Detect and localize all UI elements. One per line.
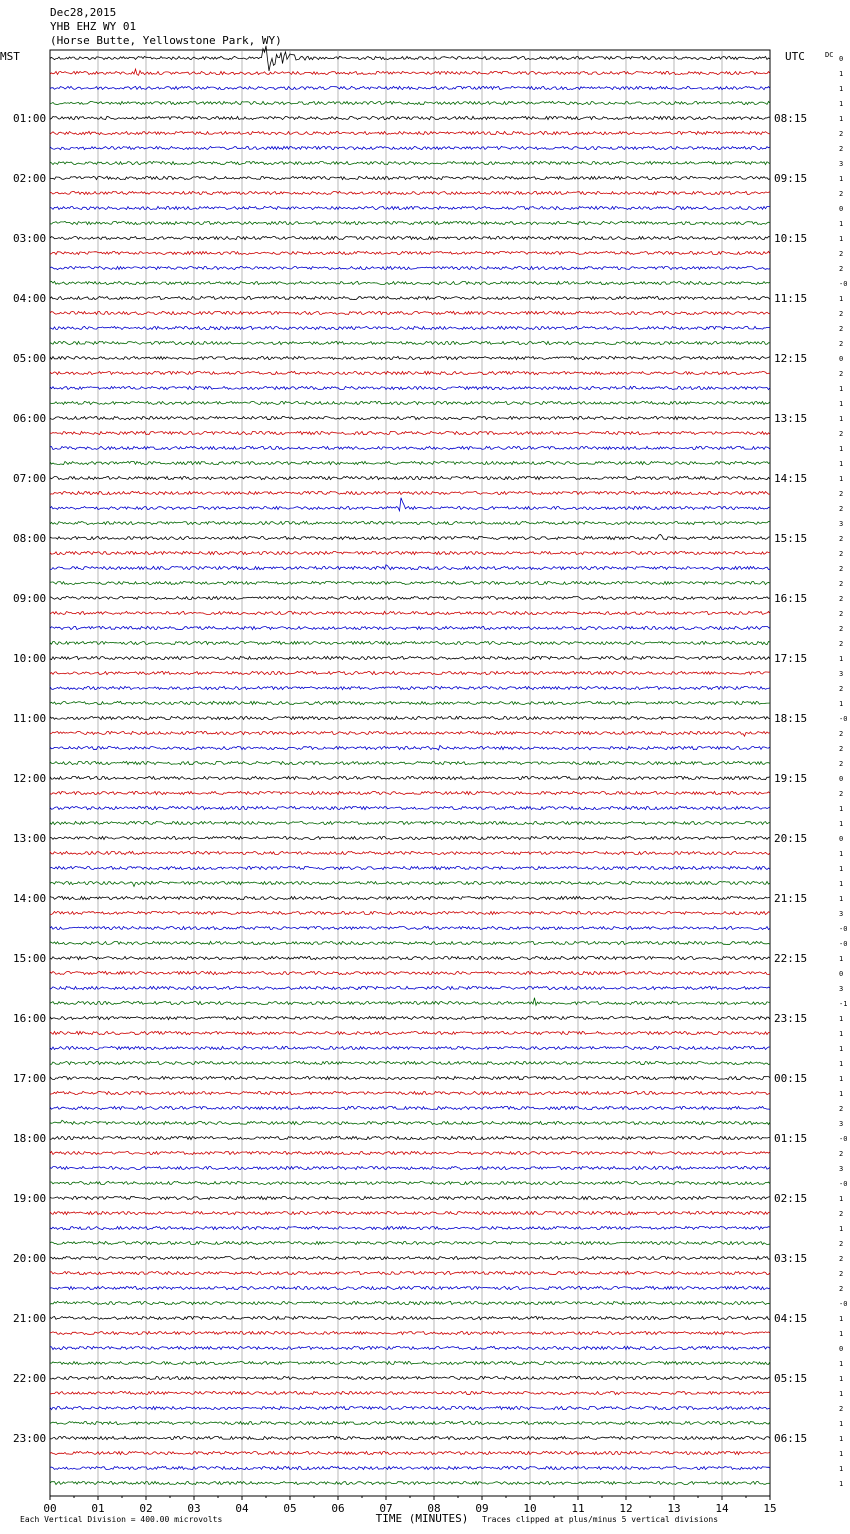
left-hour-label: 15:00 bbox=[13, 952, 47, 965]
trace-71 bbox=[50, 1120, 770, 1124]
right-hour-label: 15:15 bbox=[774, 532, 808, 545]
right-hour-label: 14:15 bbox=[774, 472, 808, 485]
trace-85 bbox=[50, 1331, 770, 1334]
trace-15 bbox=[50, 281, 770, 284]
trace-22 bbox=[50, 386, 770, 389]
dc-offset-value: 1 bbox=[839, 1030, 844, 1038]
dc-offset-value: 1 bbox=[839, 115, 844, 123]
trace-49 bbox=[50, 791, 770, 794]
trace-82 bbox=[50, 1286, 770, 1289]
trace-31 bbox=[50, 521, 770, 524]
dc-offset-value: 2 bbox=[839, 250, 844, 258]
left-hour-label: 11:00 bbox=[13, 712, 47, 725]
trace-25 bbox=[50, 431, 770, 434]
right-hour-label: 00:15 bbox=[774, 1072, 808, 1085]
trace-5 bbox=[50, 131, 770, 134]
trace-84 bbox=[50, 1316, 770, 1319]
right-hour-label: 13:15 bbox=[774, 412, 808, 425]
x-tick-label-08: 08 bbox=[427, 1502, 441, 1515]
dc-offset-value: 3 bbox=[839, 1165, 844, 1173]
dc-offset-value: 1 bbox=[839, 1075, 844, 1083]
dc-offset-value: 2 bbox=[839, 580, 844, 588]
dc-offset-value: 1 bbox=[839, 1195, 844, 1203]
trace-78 bbox=[50, 1226, 770, 1229]
left-hour-label: 05:00 bbox=[13, 352, 47, 365]
trace-60 bbox=[50, 956, 770, 959]
trace-77 bbox=[50, 1211, 770, 1214]
trace-27 bbox=[50, 461, 770, 464]
right-hour-label: 02:15 bbox=[774, 1192, 808, 1205]
trace-59 bbox=[50, 941, 770, 944]
dc-offset-value: 3 bbox=[839, 520, 844, 528]
dc-offset-value: 1 bbox=[839, 1015, 844, 1023]
dc-offset-value: 3 bbox=[839, 160, 844, 168]
dc-offset-value: 2 bbox=[839, 340, 844, 348]
trace-30 bbox=[50, 498, 770, 511]
dc-offset-value: 0 bbox=[839, 1345, 844, 1353]
x-tick-label-12: 12 bbox=[619, 1502, 633, 1515]
trace-16 bbox=[50, 296, 770, 299]
dc-offset-value: 1 bbox=[839, 1330, 844, 1338]
dc-offset-value: 1 bbox=[839, 1450, 844, 1458]
x-tick-label-13: 13 bbox=[667, 1502, 681, 1515]
trace-66 bbox=[50, 1046, 770, 1049]
trace-81 bbox=[50, 1271, 770, 1274]
trace-40 bbox=[50, 656, 770, 659]
dc-offset-value: 2 bbox=[839, 760, 844, 768]
left-hour-label: 22:00 bbox=[13, 1372, 47, 1385]
left-hour-label: 01:00 bbox=[13, 112, 47, 125]
trace-29 bbox=[50, 491, 770, 494]
dc-offset-value: 2 bbox=[839, 1150, 844, 1158]
trace-79 bbox=[50, 1241, 770, 1244]
dc-offset-value: 1 bbox=[839, 100, 844, 108]
trace-65 bbox=[50, 1031, 770, 1034]
dc-offset-value: 1 bbox=[839, 1225, 844, 1233]
dc-offset-value: 3 bbox=[839, 985, 844, 993]
trace-47 bbox=[50, 761, 770, 764]
dc-offset-value: 0 bbox=[839, 775, 844, 783]
dc-offset-value: 2 bbox=[839, 535, 844, 543]
dc-offset-value: 1 bbox=[839, 805, 844, 813]
station-code: YHB EHZ WY 01 bbox=[50, 20, 137, 33]
dc-offset-value: 1 bbox=[839, 1375, 844, 1383]
dc-offset-value: 1 bbox=[839, 880, 844, 888]
dc-offset-value: -0 bbox=[839, 715, 848, 723]
dc-offset-value: 0 bbox=[839, 205, 844, 213]
dc-offset-value: 3 bbox=[839, 670, 844, 678]
trace-56 bbox=[50, 896, 770, 899]
right-hour-label: 09:15 bbox=[774, 172, 808, 185]
trace-57 bbox=[50, 911, 770, 914]
dc-offset-value: 2 bbox=[839, 310, 844, 318]
dc-offset-value: 1 bbox=[839, 460, 844, 468]
left-hour-label: 07:00 bbox=[13, 472, 47, 485]
trace-21 bbox=[50, 371, 770, 374]
left-timezone-label: MST bbox=[0, 50, 20, 63]
trace-23 bbox=[50, 401, 770, 404]
dc-offset-value: 2 bbox=[839, 595, 844, 603]
left-hour-label: 08:00 bbox=[13, 532, 47, 545]
trace-33 bbox=[50, 551, 770, 554]
trace-2 bbox=[50, 86, 770, 89]
trace-83 bbox=[50, 1301, 770, 1304]
dc-offset-value: -0 bbox=[839, 1300, 848, 1308]
dc-offset-value: 2 bbox=[839, 505, 844, 513]
dc-offset-value: -0 bbox=[839, 280, 848, 288]
dc-offset-value: 1 bbox=[839, 820, 844, 828]
trace-18 bbox=[50, 326, 770, 329]
x-tick-label-10: 10 bbox=[523, 1502, 537, 1515]
trace-20 bbox=[50, 356, 770, 359]
dc-offset-value: 1 bbox=[839, 445, 844, 453]
dc-offset-value: 2 bbox=[839, 610, 844, 618]
left-hour-label: 18:00 bbox=[13, 1132, 47, 1145]
dc-offset-value: 2 bbox=[839, 1240, 844, 1248]
trace-89 bbox=[50, 1391, 770, 1394]
trace-34 bbox=[50, 565, 770, 570]
dc-offset-value: 2 bbox=[839, 1285, 844, 1293]
trace-61 bbox=[50, 971, 770, 974]
right-hour-label: 23:15 bbox=[774, 1012, 808, 1025]
right-timezone-label: UTC bbox=[785, 50, 805, 63]
dc-offset-value: 2 bbox=[839, 190, 844, 198]
x-tick-label-00: 00 bbox=[43, 1502, 57, 1515]
left-hour-label: 20:00 bbox=[13, 1252, 47, 1265]
dc-offset-value: 1 bbox=[839, 1390, 844, 1398]
dc-offset-value: -0 bbox=[839, 925, 848, 933]
left-hour-label: 23:00 bbox=[13, 1432, 47, 1445]
trace-19 bbox=[50, 341, 770, 344]
trace-64 bbox=[50, 1016, 770, 1019]
left-hour-label: 21:00 bbox=[13, 1312, 47, 1325]
dc-offset-value: 2 bbox=[839, 550, 844, 558]
x-tick-label-07: 07 bbox=[379, 1502, 393, 1515]
dc-offset-value: 2 bbox=[839, 625, 844, 633]
clip-note: Traces clipped at plus/minus 5 vertical divisions bbox=[482, 1515, 719, 1524]
dc-offset-value: 1 bbox=[839, 385, 844, 393]
dc-offset-value: 1 bbox=[839, 1465, 844, 1473]
trace-73 bbox=[50, 1151, 770, 1154]
dc-offset-value: 1 bbox=[839, 850, 844, 858]
dc-offset-value: 2 bbox=[839, 565, 844, 573]
trace-4 bbox=[50, 116, 770, 119]
trace-37 bbox=[50, 611, 770, 614]
left-hour-label: 02:00 bbox=[13, 172, 47, 185]
trace-3 bbox=[50, 101, 770, 104]
dc-offset-value: 1 bbox=[839, 895, 844, 903]
right-hour-label: 16:15 bbox=[774, 592, 808, 605]
trace-54 bbox=[50, 866, 770, 869]
trace-12 bbox=[50, 236, 770, 239]
dc-offset-value: 0 bbox=[839, 835, 844, 843]
trace-38 bbox=[50, 626, 770, 629]
dc-offset-value: 1 bbox=[839, 700, 844, 708]
trace-58 bbox=[50, 926, 770, 929]
trace-63 bbox=[50, 998, 770, 1006]
trace-88 bbox=[50, 1376, 770, 1379]
dc-offset-value: 1 bbox=[839, 1045, 844, 1053]
trace-42 bbox=[50, 686, 770, 689]
trace-70 bbox=[50, 1106, 770, 1109]
record-date: Dec28,2015 bbox=[50, 6, 117, 19]
station-location: (Horse Butte, Yellowstone Park, WY) bbox=[50, 34, 282, 47]
dc-offset-value: 2 bbox=[839, 745, 844, 753]
right-hour-label: 22:15 bbox=[774, 952, 808, 965]
trace-39 bbox=[50, 641, 770, 644]
trace-67 bbox=[50, 1061, 770, 1064]
dc-offset-value: 3 bbox=[839, 1120, 844, 1128]
trace-14 bbox=[50, 266, 770, 269]
dc-offset-value: 1 bbox=[839, 415, 844, 423]
dc-offset-value: 2 bbox=[839, 370, 844, 378]
dc-offset-value: 2 bbox=[839, 130, 844, 138]
dc-offset-value: 1 bbox=[839, 1315, 844, 1323]
trace-92 bbox=[50, 1436, 770, 1439]
dc-offset-value: 2 bbox=[839, 145, 844, 153]
trace-43 bbox=[50, 701, 770, 704]
trace-94 bbox=[50, 1466, 770, 1469]
right-hour-label: 06:15 bbox=[774, 1432, 808, 1445]
trace-76 bbox=[50, 1196, 770, 1199]
x-tick-label-03: 03 bbox=[187, 1502, 201, 1515]
dc-offset-value: 2 bbox=[839, 265, 844, 273]
right-hour-label: 08:15 bbox=[774, 112, 808, 125]
left-hour-label: 14:00 bbox=[13, 892, 47, 905]
right-hour-label: 18:15 bbox=[774, 712, 808, 725]
dc-offset-value: 1 bbox=[839, 295, 844, 303]
dc-offset-value: 2 bbox=[839, 490, 844, 498]
left-hour-label: 12:00 bbox=[13, 772, 47, 785]
trace-51 bbox=[50, 821, 770, 824]
right-hour-label: 04:15 bbox=[774, 1312, 808, 1325]
x-tick-label-02: 02 bbox=[139, 1502, 153, 1515]
trace-95 bbox=[50, 1481, 770, 1484]
trace-72 bbox=[50, 1136, 770, 1139]
left-hour-label: 04:00 bbox=[13, 292, 47, 305]
plot-grid bbox=[50, 50, 770, 1500]
left-hour-label: 17:00 bbox=[13, 1072, 47, 1085]
scale-note: Each Vertical Division = 400.00 microvolts bbox=[20, 1515, 223, 1524]
dc-offset-value: -1 bbox=[839, 1000, 848, 1008]
dc-offset-value: 2 bbox=[839, 1270, 844, 1278]
right-hour-label: 19:15 bbox=[774, 772, 808, 785]
dc-offset-value: 2 bbox=[839, 730, 844, 738]
dc-offset-value: 0 bbox=[839, 355, 844, 363]
dc-offset-value: 1 bbox=[839, 175, 844, 183]
dc-offset-value: 1 bbox=[839, 1060, 844, 1068]
dc-offset-value: 1 bbox=[839, 220, 844, 228]
right-hour-label: 01:15 bbox=[774, 1132, 808, 1145]
trace-36 bbox=[50, 596, 770, 599]
dc-offset-value: 1 bbox=[839, 1420, 844, 1428]
x-axis-label: TIME (MINUTES) bbox=[375, 1512, 469, 1525]
trace-87 bbox=[50, 1361, 770, 1364]
trace-50 bbox=[50, 806, 770, 809]
left-hour-label: 16:00 bbox=[13, 1012, 47, 1025]
left-hour-label: 06:00 bbox=[13, 412, 47, 425]
dc-offset-value: 1 bbox=[839, 865, 844, 873]
dc-offset-value: -0 bbox=[839, 1135, 848, 1143]
trace-80 bbox=[50, 1256, 770, 1259]
trace-26 bbox=[50, 446, 770, 449]
right-hour-label: 05:15 bbox=[774, 1372, 808, 1385]
left-hour-label: 10:00 bbox=[13, 652, 47, 665]
left-hour-label: 09:00 bbox=[13, 592, 47, 605]
dc-offset-value: 2 bbox=[839, 325, 844, 333]
dc-offset-value: 1 bbox=[839, 1090, 844, 1098]
dc-offset-value: 0 bbox=[839, 55, 844, 63]
right-hour-label: 17:15 bbox=[774, 652, 808, 665]
dc-offset-value: 1 bbox=[839, 1435, 844, 1443]
dc-offset-value: 1 bbox=[839, 85, 844, 93]
trace-75 bbox=[50, 1181, 770, 1184]
trace-28 bbox=[50, 476, 770, 479]
trace-68 bbox=[50, 1076, 770, 1079]
dc-offset-value: 1 bbox=[839, 235, 844, 243]
dc-offset-value: 2 bbox=[839, 1405, 844, 1413]
trace-41 bbox=[50, 671, 770, 674]
right-hour-label: 21:15 bbox=[774, 892, 808, 905]
trace-11 bbox=[50, 221, 770, 224]
x-tick-label-05: 05 bbox=[283, 1502, 297, 1515]
dc-offset-value: -0 bbox=[839, 1180, 848, 1188]
dc-offset-value: 1 bbox=[839, 1480, 844, 1488]
trace-6 bbox=[50, 146, 770, 149]
dc-offset-value: 2 bbox=[839, 1210, 844, 1218]
left-hour-label: 13:00 bbox=[13, 832, 47, 845]
trace-10 bbox=[50, 206, 770, 209]
trace-93 bbox=[50, 1451, 770, 1454]
trace-48 bbox=[50, 776, 770, 779]
x-tick-label-11: 11 bbox=[571, 1502, 585, 1515]
dc-offset-value: 1 bbox=[839, 655, 844, 663]
trace-52 bbox=[50, 836, 770, 839]
right-hour-label: 20:15 bbox=[774, 832, 808, 845]
dc-offset-value: 1 bbox=[839, 400, 844, 408]
trace-24 bbox=[50, 416, 770, 419]
trace-44 bbox=[50, 716, 770, 719]
dc-offset-value: 1 bbox=[839, 475, 844, 483]
dc-offset-value: 2 bbox=[839, 1255, 844, 1263]
dc-label: DC bbox=[825, 51, 834, 59]
dc-offset-value: 3 bbox=[839, 910, 844, 918]
trace-7 bbox=[50, 161, 770, 164]
trace-62 bbox=[50, 986, 770, 989]
dc-offset-value: 2 bbox=[839, 430, 844, 438]
dc-offset-value: 2 bbox=[839, 640, 844, 648]
x-tick-label-04: 04 bbox=[235, 1502, 249, 1515]
x-tick-label-14: 14 bbox=[715, 1502, 729, 1515]
trace-17 bbox=[50, 311, 770, 314]
trace-55 bbox=[50, 881, 770, 886]
trace-45 bbox=[50, 731, 770, 736]
x-tick-label-06: 06 bbox=[331, 1502, 345, 1515]
x-tick-label-01: 01 bbox=[91, 1502, 105, 1515]
right-hour-label: 10:15 bbox=[774, 232, 808, 245]
dc-offset-value: -0 bbox=[839, 940, 848, 948]
trace-46 bbox=[50, 746, 770, 751]
dc-offset-value: 1 bbox=[839, 70, 844, 78]
dc-offset-value: 1 bbox=[839, 1360, 844, 1368]
left-hour-label: 03:00 bbox=[13, 232, 47, 245]
trace-35 bbox=[50, 581, 770, 584]
trace-8 bbox=[50, 176, 770, 179]
trace-91 bbox=[50, 1421, 770, 1424]
trace-90 bbox=[50, 1406, 770, 1409]
dc-offset-value: 2 bbox=[839, 685, 844, 693]
left-hour-label: 19:00 bbox=[13, 1192, 47, 1205]
dc-offset-value: 2 bbox=[839, 1105, 844, 1113]
right-hour-label: 12:15 bbox=[774, 352, 808, 365]
right-hour-label: 11:15 bbox=[774, 292, 808, 305]
trace-86 bbox=[50, 1346, 770, 1349]
x-tick-label-15: 15 bbox=[763, 1502, 777, 1515]
trace-69 bbox=[50, 1091, 770, 1094]
right-hour-label: 03:15 bbox=[774, 1252, 808, 1265]
trace-group bbox=[50, 46, 770, 1485]
trace-9 bbox=[50, 191, 770, 194]
trace-74 bbox=[50, 1166, 770, 1169]
x-tick-label-09: 09 bbox=[475, 1502, 489, 1515]
trace-32 bbox=[50, 535, 770, 540]
dc-offset-value: 0 bbox=[839, 970, 844, 978]
dc-offset-value: 2 bbox=[839, 790, 844, 798]
dc-offset-value: 1 bbox=[839, 955, 844, 963]
trace-53 bbox=[50, 851, 770, 854]
trace-1 bbox=[50, 69, 770, 75]
trace-13 bbox=[50, 251, 770, 254]
